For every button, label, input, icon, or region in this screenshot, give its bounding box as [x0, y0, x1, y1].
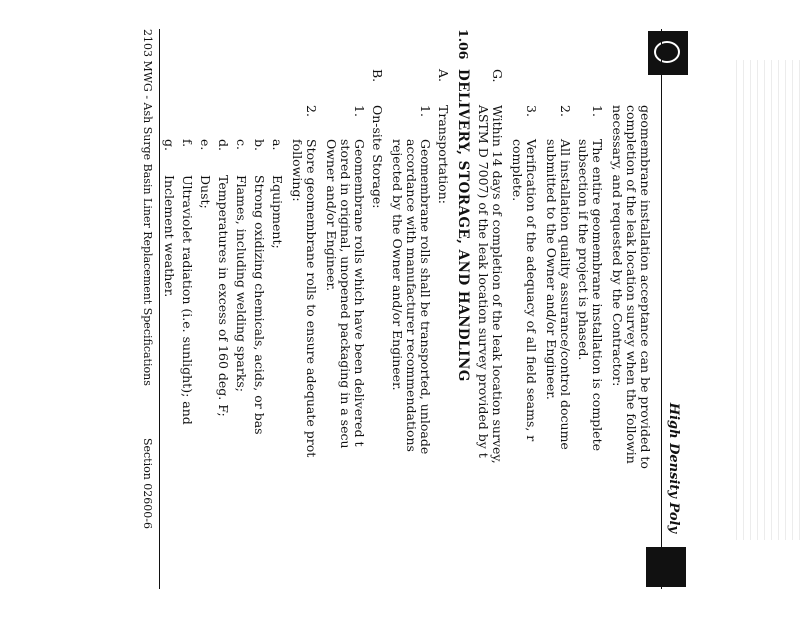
text-line: submitted to the Owner and/or Engineer.: [544, 139, 559, 400]
text-line: subsection if the project is phased.: [576, 139, 591, 361]
list-marker: 1.: [418, 105, 433, 117]
text-line: completion of the leak location survey when the followin: [624, 105, 639, 464]
text-line: geomembrane installation acceptance can be provided to: [638, 105, 653, 469]
text-line: accordance with manufacturer recommendations: [404, 139, 419, 452]
list-marker: e.: [198, 139, 213, 151]
text-line: Strong oxidizing chemicals, acids, or bas: [252, 175, 267, 435]
list-marker: 2.: [558, 105, 573, 117]
header-title: High Density Poly: [666, 402, 681, 533]
text-line: Geomembrane rolls which have been delivered t: [352, 139, 367, 447]
footer-right: Section 02600-6: [141, 437, 154, 529]
text-line: Store geomembrane rolls to ensure adequate prot: [304, 139, 319, 458]
text-line: ASTM D 7007) of the leak location survey provided by t: [476, 105, 491, 458]
brand-logo-icon: [646, 547, 686, 587]
text-line: Verification of the adequacy of all field seams, r: [524, 139, 539, 442]
text-line: Flames, including welding sparks;: [234, 175, 249, 393]
text-line: The entire geomembrane installation is complete: [590, 139, 605, 451]
text-line: Owner and/or Engineer.: [324, 139, 339, 292]
list-marker: 3.: [524, 105, 539, 117]
footer-left: 2103 MWG - Ash Surge Basin Liner Replacement Specifications: [141, 29, 154, 386]
list-marker: a.: [270, 139, 285, 151]
scan-noise: [730, 60, 800, 540]
text-line: All installation quality assurance/control docume: [558, 139, 573, 450]
list-marker: b.: [252, 139, 267, 151]
text-line: stored in original, unopened packaging in a secu: [338, 139, 353, 449]
text-line: Equipment;: [270, 175, 285, 249]
list-marker: g.: [162, 139, 177, 151]
text-line: Ultraviolet radiation (i.e. sunlight); and: [180, 175, 195, 425]
footer-rule: [159, 29, 160, 589]
rotated-document: [120, 29, 680, 589]
text-line: Geomembrane rolls shall be transported, unloade: [418, 139, 433, 455]
section-heading: DELIVERY, STORAGE, AND HANDLING: [455, 69, 471, 382]
section-number: 1.06: [456, 29, 471, 60]
list-marker: 2.: [304, 105, 319, 117]
list-marker: c.: [234, 139, 249, 150]
text-line: Temperatures in excess of 160 deg. F;: [216, 175, 231, 417]
text-line: On-site Storage:: [370, 105, 385, 209]
list-marker: A.: [436, 69, 451, 83]
list-marker: 1.: [590, 105, 605, 117]
text-line: Inclement weather.: [162, 175, 177, 298]
text-line: Within 14 days of completion of the leak location survey,: [490, 105, 505, 464]
text-line: Transportation:: [436, 105, 451, 205]
list-marker: d.: [216, 139, 231, 151]
list-marker: f.: [180, 139, 195, 148]
text-line: rejected by the Owner and/or Engineer.: [390, 139, 405, 391]
text-line: necessary, and requested by the Contractor:: [610, 105, 625, 387]
list-marker: G.: [490, 69, 505, 83]
list-marker: 1.: [352, 105, 367, 117]
header-rule: [661, 29, 662, 589]
list-marker: B.: [370, 69, 385, 83]
company-logo-icon: [648, 31, 688, 75]
text-line: following:: [290, 139, 305, 202]
text-line: complete.: [510, 139, 525, 202]
text-line: Dust;: [198, 175, 213, 209]
logo-ring-icon: [654, 41, 680, 63]
